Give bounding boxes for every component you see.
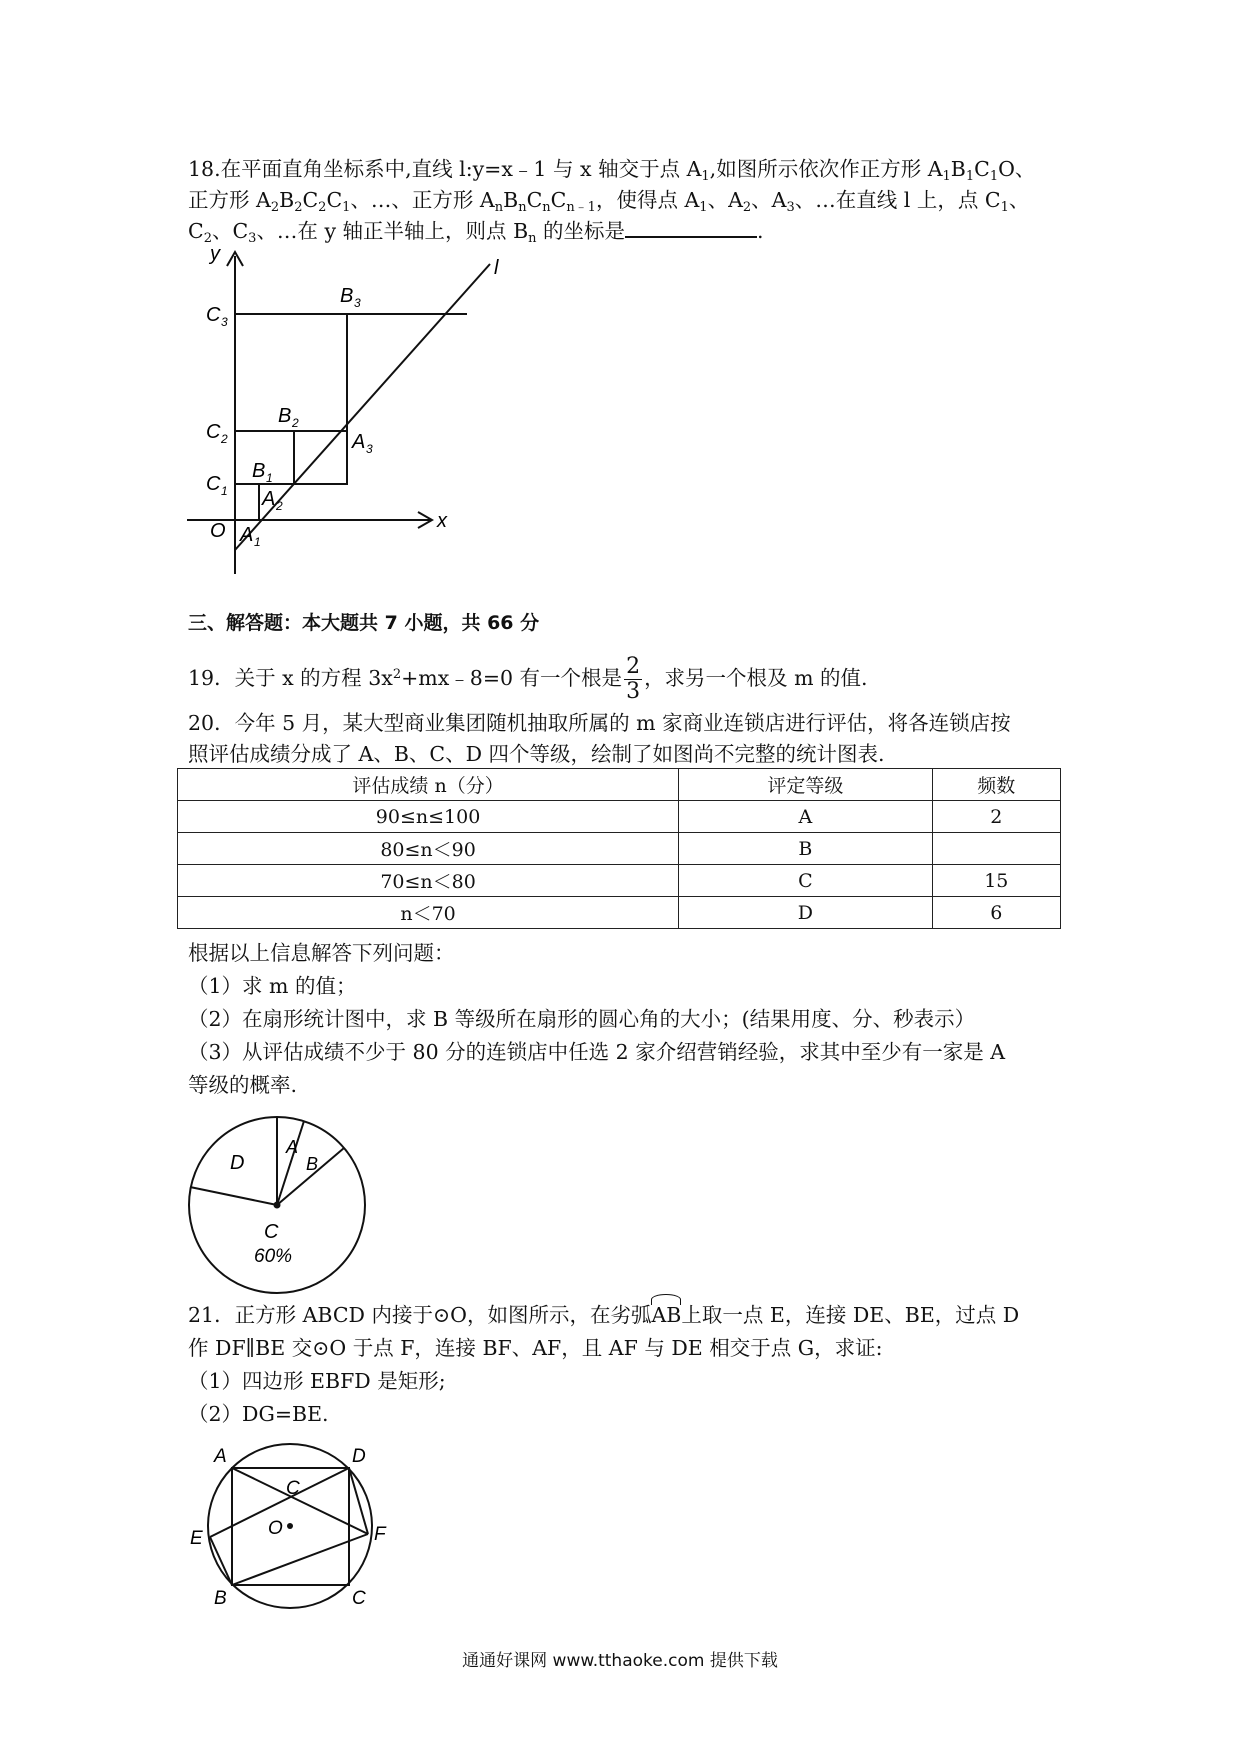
table-cell: 80≤n＜90	[178, 833, 679, 865]
table-cell: B	[679, 833, 932, 865]
a3-sub: 3	[366, 442, 373, 456]
b2-label: B	[278, 405, 292, 427]
c1-label: C	[206, 473, 221, 495]
b3-label: B	[340, 285, 354, 307]
q18-figure	[182, 244, 512, 578]
point-f-label: F	[374, 1524, 386, 1545]
q20-part3-line2: 等级的概率.	[188, 1073, 298, 1097]
q20-part3-line1: （3）从评估成绩不少于 80 分的连锁店中任选 2 家介绍营销经验，求其中至少有一家是 A	[188, 1040, 1006, 1064]
point-g-label: C	[286, 1478, 300, 1499]
answer-blank	[625, 216, 757, 238]
header-cell: 评估成绩 n（分）	[178, 769, 679, 801]
circle-square-diagram	[186, 1440, 396, 1610]
origin-label: O	[210, 520, 226, 542]
point-b-label: B	[214, 1588, 227, 1609]
b3-sub: 3	[354, 296, 361, 310]
c1-sub: 1	[221, 484, 228, 498]
c2-label: C	[206, 421, 221, 443]
table-row	[178, 897, 1061, 929]
q18-line3: $C_2$、$C_3$、…在 y 轴正半轴上，则点 $B_n$ 的坐标是 .	[188, 216, 764, 254]
q19: 19．关于 x 的方程 $3x^2+mx﹣8=0$ 有一个根是 $\frac{2}{3}$ ，求另一个根及 m 的值.	[188, 654, 868, 704]
page-footer: 通通好课网 www.tthaoke.com 提供下载	[462, 1651, 778, 1671]
table-row	[178, 801, 1061, 833]
y-axis-label: y	[210, 244, 220, 265]
arc-ab: AB	[651, 1300, 681, 1330]
table-header-row	[178, 769, 1061, 801]
table-cell: 6	[932, 897, 1060, 929]
table-cell: 15	[932, 865, 1060, 897]
q21-part1: （1）四边形 EBFD 是矩形;	[188, 1369, 446, 1393]
table-cell	[932, 833, 1060, 865]
q20-part1: （1）求 m 的值；	[188, 974, 357, 998]
q21-line1: 21．正方形 ABCD 内接于⊙O，如图所示，在劣弧AB上取一点 E，连接 DE、BE，过点 D	[188, 1300, 1019, 1330]
q18-line2: 正方形 $A_2B_2C_2C_1$、…、正方形 $A_nB_nC_nC_{n﹣1}$，使得点 $A_1$、$A_2$、$A_3$、…在直线 l 上，点 $C_1$、	[188, 188, 1030, 215]
point-a-label: A	[214, 1446, 227, 1467]
squares-diagram	[182, 244, 512, 574]
point-d-label: D	[352, 1446, 366, 1467]
point-c-label: C	[352, 1588, 366, 1609]
slice-b-label: B	[306, 1154, 319, 1174]
table-cell: D	[679, 897, 932, 929]
slice-c-label: C	[264, 1221, 279, 1243]
center-o-label: O	[268, 1518, 283, 1539]
section-heading: 三、解答题：本大题共 7 小题，共 66 分	[188, 612, 540, 634]
table-cell: C	[679, 865, 932, 897]
a3-label: A	[352, 431, 366, 453]
q20-intro: 根据以上信息解答下列问题：	[188, 941, 455, 965]
q21-figure	[186, 1440, 396, 1614]
a2-sub: 2	[276, 499, 283, 513]
c2-sub: 2	[221, 432, 228, 446]
x-axis-label: x	[437, 510, 447, 532]
q21-line2: 作 DF∥BE 交⊙O 于点 F，连接 BF、AF，且 AF 与 DE 相交于点 G，求证:	[188, 1336, 883, 1360]
table-row	[178, 865, 1061, 897]
c3-sub: 3	[221, 315, 228, 329]
slice-c-percent: 60%	[254, 1246, 293, 1267]
b1-sub: 1	[266, 471, 273, 485]
pie-chart	[184, 1112, 370, 1302]
a1-sub: 1	[254, 535, 261, 549]
table-cell: 2	[932, 801, 1060, 833]
table-cell: n＜70	[178, 897, 679, 929]
fraction: $\frac{2}{3}$	[626, 654, 641, 704]
q21-part2: （2）DG=BE.	[188, 1402, 329, 1426]
q20-line1: 20．今年 5 月，某大型商业集团随机抽取所属的 m 家商业连锁店进行评估，将各连锁店按	[188, 711, 1011, 735]
score-table	[177, 768, 1061, 929]
slice-d-label: D	[230, 1152, 245, 1174]
c3-label: C	[206, 304, 221, 326]
b2-sub: 2	[292, 416, 299, 430]
pie-svg	[184, 1112, 370, 1298]
q20-part2: （2）在扇形统计图中，求 B 等级所在扇形的圆心角的大小；(结果用度、分、秒表示）	[188, 1007, 976, 1031]
slice-a-label: A	[286, 1137, 299, 1157]
point-e-label: E	[190, 1528, 203, 1549]
q18-line1: 18.在平面直角坐标系中,直线 l:y=x﹣1 与 x 轴交于点 $A_1$,如图所示依次作正方形 $A_1B_1C_1O$、	[188, 157, 1036, 184]
b1-label: B	[252, 460, 266, 482]
table-cell: 70≤n＜80	[178, 865, 679, 897]
q20-line2: 照评估成绩分成了 A、B、C、D 四个等级，绘制了如图尚不完整的统计图表.	[188, 742, 885, 766]
table-cell: 90≤n≤100	[178, 801, 679, 833]
table-row	[178, 833, 1061, 865]
header-cell: 评定等级	[679, 769, 932, 801]
a1-label: A	[240, 524, 254, 546]
table-cell: A	[679, 801, 932, 833]
header-cell: 频数	[932, 769, 1060, 801]
a2-label: A	[262, 488, 276, 510]
line-l-label: l	[494, 257, 499, 279]
